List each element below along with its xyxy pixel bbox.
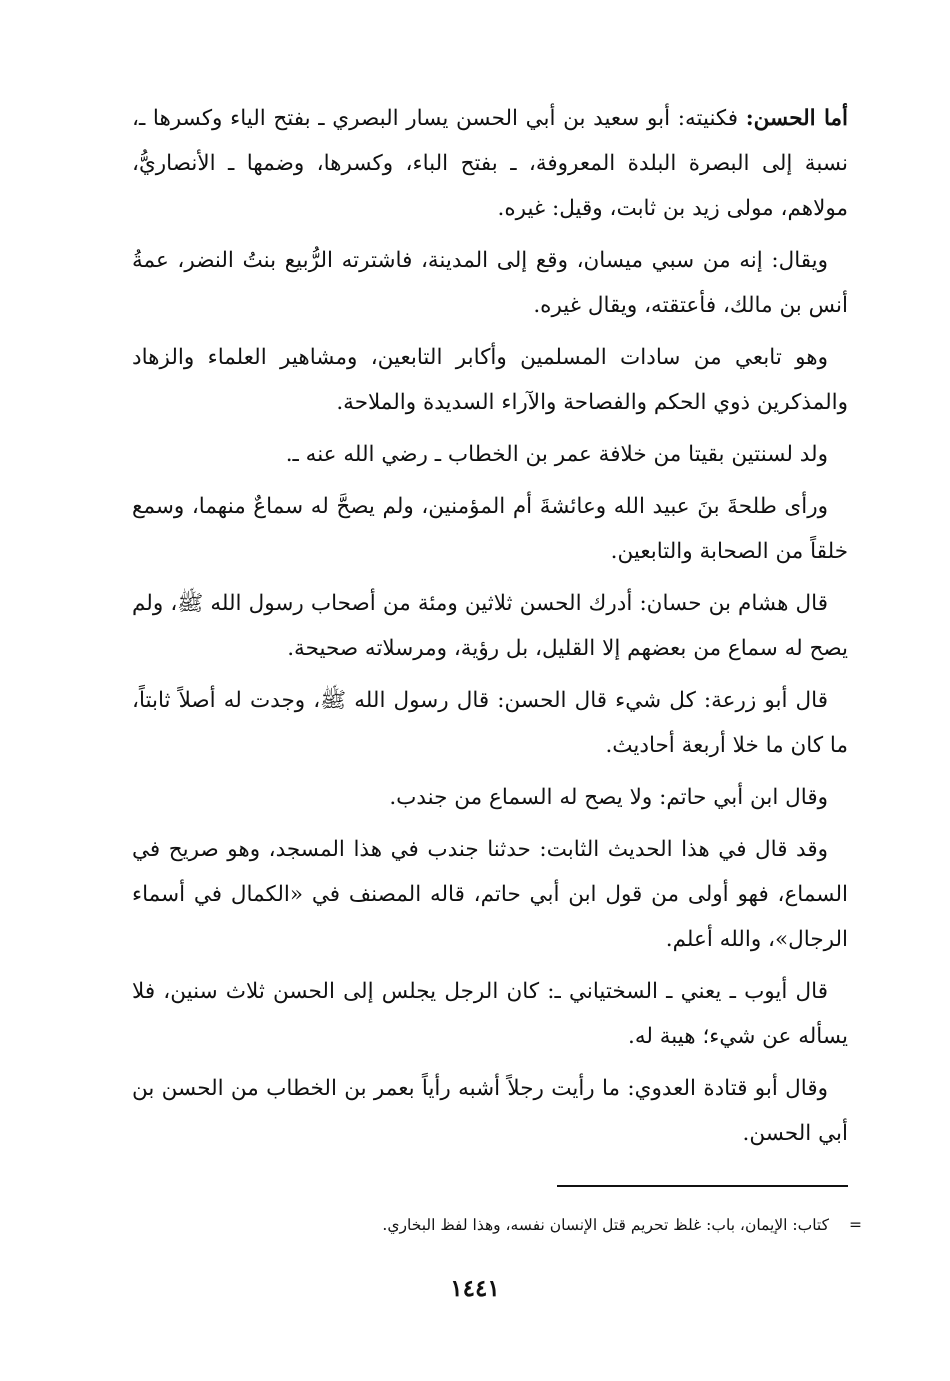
paragraph-text: وقال ابن أبي حاتم: ولا يصح له السماع من جندب.: [389, 785, 828, 810]
paragraph-hisham-quote: [132, 581, 848, 671]
paragraph-lead: أما الحسن:: [745, 106, 848, 131]
paragraph-companions-seen: [132, 484, 848, 574]
paragraph-ayyub-quote: [132, 969, 848, 1059]
paragraph-text: فكنيته: أبو سعيد بن أبي الحسن يسار البصري ـ بفتح الياء وكسرها ـ، نسبة إلى البصرة البلدة المعروفة، ـ بفتح الباء، وكسرها، وضمها ـ الأنصاريُّ، مولاهم، مولى زيد بن ثابت، وقيل: غيره.: [132, 106, 848, 221]
paragraph-text: قال أبو زرعة: كل شيء قال الحسن: قال رسول الله ﷺ، وجدت له أصلاً ثابتاً، ما كان ما خلا أربعة أحاديث.: [132, 688, 848, 758]
footnote-text: كتاب: الإيمان، باب: غلظ تحريم قتل الإنسان نفسه، وهذا لفظ البخاري.: [382, 1216, 829, 1234]
footnote-divider: [557, 1185, 848, 1187]
paragraph-text: قال أيوب ـ يعني ـ السختياني ـ: كان الرجل يجلس إلى الحسن ثلاث سنين، فلا يسأله عن شيء؛ هيبة له.: [132, 979, 848, 1049]
paragraph-text: وقد قال في هذا الحديث الثابت: حدثنا جندب في هذا المسجد، وهو صريح في السماع، فهو أولى من قول ابن أبي حاتم، قاله المصنف في «الكمال في أسماء الرجال»، والله أعلم.: [132, 837, 848, 952]
paragraph-tabii-status: [132, 335, 848, 425]
paragraph-ibn-abi-hatim-quote: [132, 775, 848, 820]
paragraph-text: ورأى طلحةَ بنَ عبيد الله وعائشةَ أم المؤمنين، ولم يصحَّ له سماعٌ منهما، وسمع خلقاً من الصحابة والتابعين.: [132, 494, 848, 564]
paragraph-text: ويقال: إنه من سبي ميسان، وقع إلى المدينة، فاشترته الرُّبيع بنتُ النضر، عمةُ أنس بن مالك، فأعتقته، ويقال غيره.: [132, 248, 848, 318]
paragraph-text: ولد لسنتين بقيتا من خلافة عمر بن الخطاب ـ رضي الله عنه ـ.: [285, 442, 828, 467]
footnote: [272, 1212, 862, 1238]
paragraph-birth: [132, 432, 848, 477]
paragraph-abu-qatada-quote: [132, 1066, 848, 1156]
paragraph-text: وقال أبو قتادة العدوي: ما رأيت رجلاً أشبه رأياً بعمر بن الخطاب من الحسن بن أبي الحسن.: [132, 1076, 848, 1146]
paragraph-abu-zura-quote: [132, 678, 848, 768]
body-text: [132, 96, 848, 1163]
paragraph-text: وهو تابعي من سادات المسلمين وأكابر التابعين، ومشاهير العلماء والزهاد والمذكرين ذوي الحكم والفصاحة والآراء السديدة والملاحة.: [132, 345, 848, 415]
paragraph-al-hasan-kunya: [132, 96, 848, 231]
paragraph-text: قال هشام بن حسان: أدرك الحسن ثلاثين ومئة من أصحاب رسول الله ﷺ، ولم يصح له سماع من بعضهم إلا القليل، بل رؤية، ومرسلاته صحيحة.: [132, 591, 848, 661]
footnote-continuation-marker: =: [849, 1216, 862, 1234]
paragraph-jundub-hadith: [132, 827, 848, 962]
page-number: ١٤٤١: [450, 1275, 500, 1302]
paragraph-captivity: [132, 238, 848, 328]
